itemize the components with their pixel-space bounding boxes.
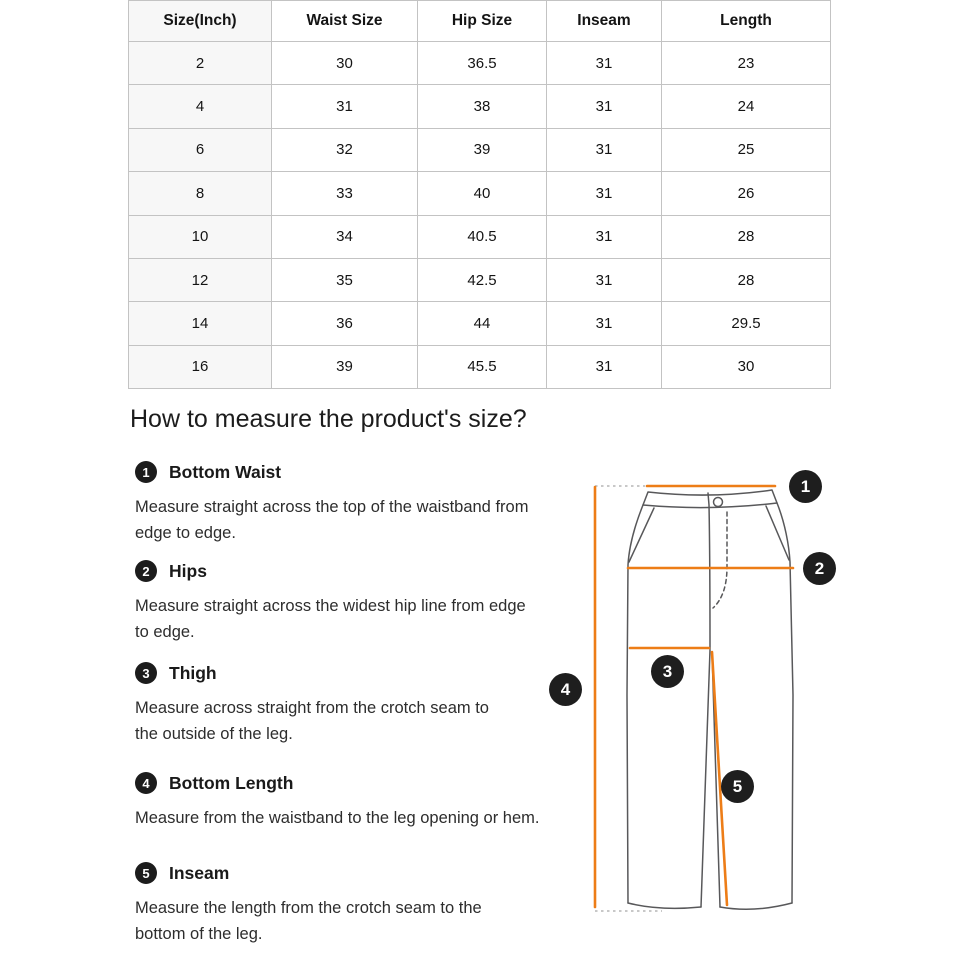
cell: 40	[418, 172, 547, 215]
cell: 30	[272, 42, 418, 85]
cell: 42.5	[418, 258, 547, 301]
cell: 25	[662, 128, 831, 171]
table-row	[129, 345, 831, 388]
left-inner-seam	[701, 650, 710, 907]
cell: 16	[129, 345, 272, 388]
step-4-badge-icon: 4	[135, 772, 157, 794]
instruction-title: Bottom Waist	[169, 461, 282, 482]
cell: 40.5	[418, 215, 547, 258]
instruction-item-bottom-waist	[135, 460, 535, 546]
table-header-row	[129, 1, 831, 42]
cell: 28	[662, 215, 831, 258]
step-3-badge-icon: 3	[135, 662, 157, 684]
cell: 29.5	[662, 302, 831, 345]
fly-dashed-line	[713, 512, 727, 608]
waist-button	[714, 498, 723, 507]
col-header-waist: Waist Size	[272, 1, 418, 42]
instruction-desc: Measure from the waistband to the leg opening or hem.	[135, 809, 540, 827]
cell: 6	[129, 128, 272, 171]
cell: 31	[272, 85, 418, 128]
cell: 31	[547, 42, 662, 85]
cell: 30	[662, 345, 831, 388]
guide-dashes	[595, 486, 662, 911]
instruction-title: Hips	[169, 560, 207, 581]
cell: 36	[272, 302, 418, 345]
cell: 23	[662, 42, 831, 85]
cell: 26	[662, 172, 831, 215]
cell: 28	[662, 258, 831, 301]
left-outer-seam	[627, 505, 643, 903]
table-row	[129, 42, 831, 85]
right-outer-seam	[777, 503, 793, 903]
fly-center-seam	[708, 493, 710, 649]
instruction-item-thigh	[135, 661, 507, 747]
cell: 31	[547, 215, 662, 258]
cell: 45.5	[418, 345, 547, 388]
section-heading: How to measure the product's size?	[130, 405, 527, 433]
col-header-inseam: Inseam	[547, 1, 662, 42]
diagram-marker-2: 2	[803, 552, 836, 585]
cell: 31	[547, 128, 662, 171]
cell: 31	[547, 85, 662, 128]
table-row	[129, 172, 831, 215]
instruction-desc: Measure across straight from the crotch seam to the outside of the leg.	[135, 699, 489, 743]
cell: 31	[547, 258, 662, 301]
table-row	[129, 302, 831, 345]
cell: 31	[547, 172, 662, 215]
instruction-desc: Measure the length from the crotch seam to the bottom of the leg.	[135, 899, 482, 943]
cell: 44	[418, 302, 547, 345]
waistband	[643, 490, 777, 508]
step-5-badge-icon: 5	[135, 862, 157, 884]
table-row	[129, 85, 831, 128]
instruction-item-bottom-length	[135, 771, 539, 831]
diagram-marker-1: 1	[789, 470, 822, 503]
pants-measurement-diagram	[538, 455, 848, 930]
cell: 24	[662, 85, 831, 128]
cell: 14	[129, 302, 272, 345]
cell: 32	[272, 128, 418, 171]
cell: 10	[129, 215, 272, 258]
instruction-title: Bottom Length	[169, 772, 294, 793]
step-2-badge-icon: 2	[135, 560, 157, 582]
table-row	[129, 258, 831, 301]
right-hem	[720, 903, 792, 909]
cell: 34	[272, 215, 418, 258]
instruction-item-inseam	[135, 861, 517, 947]
col-header-size: Size(Inch)	[129, 1, 272, 42]
cell: 38	[418, 85, 547, 128]
diagram-marker-3: 3	[651, 655, 684, 688]
left-hem	[628, 903, 701, 908]
pants-outline	[627, 490, 793, 909]
cell: 35	[272, 258, 418, 301]
instruction-title: Thigh	[169, 662, 217, 683]
cell: 4	[129, 85, 272, 128]
cell: 31	[547, 345, 662, 388]
table-row	[129, 215, 831, 258]
cell: 12	[129, 258, 272, 301]
instruction-item-hips	[135, 559, 535, 645]
cell: 36.5	[418, 42, 547, 85]
col-header-hip: Hip Size	[418, 1, 547, 42]
step-1-badge-icon: 1	[135, 461, 157, 483]
measurement-lines	[595, 486, 793, 907]
pants-outline-drawing	[538, 455, 848, 930]
size-chart-table	[128, 0, 831, 389]
diagram-marker-4: 4	[549, 673, 582, 706]
cell: 8	[129, 172, 272, 215]
diagram-marker-5: 5	[721, 770, 754, 803]
cell: 39	[418, 128, 547, 171]
cell: 2	[129, 42, 272, 85]
instruction-desc: Measure straight across the top of the waistband from edge to edge.	[135, 498, 529, 542]
instruction-title: Inseam	[169, 862, 230, 883]
instruction-desc: Measure straight across the widest hip line from edge to edge.	[135, 597, 526, 641]
cell: 33	[272, 172, 418, 215]
table-row	[129, 128, 831, 171]
cell: 31	[547, 302, 662, 345]
cell: 39	[272, 345, 418, 388]
col-header-length: Length	[662, 1, 831, 42]
